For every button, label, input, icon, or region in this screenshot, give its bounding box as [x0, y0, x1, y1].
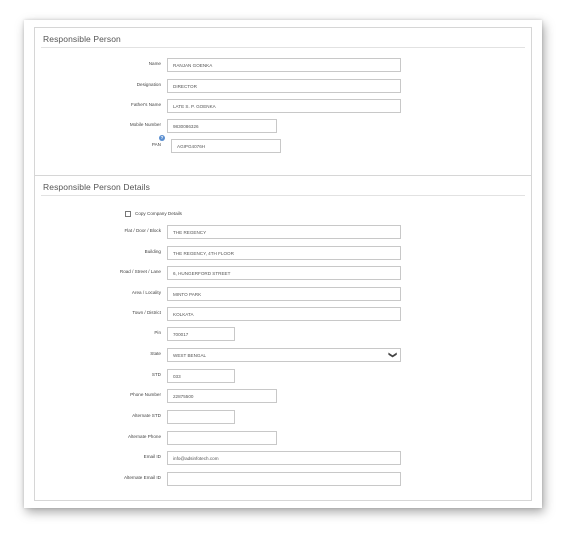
- phone-number-label: Phone Number: [130, 392, 161, 397]
- area-label: Area / Locality: [131, 290, 161, 295]
- state-select[interactable]: [167, 348, 401, 362]
- fathers-name-input[interactable]: LATE S. P. GOENKA: [167, 99, 401, 113]
- row-std: [35, 369, 531, 383]
- alternate-phone-label: Alternate Phone: [128, 434, 161, 439]
- flat-label: Flat / Door / Block: [124, 228, 161, 233]
- road-input[interactable]: 6, HUNGERFORD STREET: [167, 266, 401, 280]
- help-info-icon[interactable]: ?: [160, 135, 164, 140]
- area-input[interactable]: MINTO PARK: [167, 287, 401, 301]
- alternate-phone-input[interactable]: [167, 431, 277, 445]
- row-road: [35, 266, 531, 280]
- chevron-down-icon[interactable]: ❯: [388, 351, 398, 359]
- panel-title-responsible-person: Responsible Person: [43, 34, 121, 44]
- row-pan: [35, 135, 531, 153]
- fathers-name-label: Father's Name: [131, 102, 161, 107]
- row-flat: [35, 225, 531, 239]
- row-alternate-std: [35, 410, 531, 424]
- copy-company-details-label: Copy Company Details: [135, 211, 182, 216]
- row-phone-number: [35, 389, 531, 403]
- pin-input[interactable]: 700017: [167, 327, 235, 341]
- row-name: [35, 58, 531, 72]
- mobile-number-input[interactable]: 9830086326: [167, 119, 277, 133]
- email-input[interactable]: info@adsinfotech.com: [167, 451, 401, 465]
- row-mobile-number: [35, 119, 531, 133]
- form-sheet: [24, 20, 542, 508]
- copy-company-details-checkbox[interactable]: [125, 211, 131, 217]
- responsible-person-panel: [34, 27, 532, 179]
- row-fathers-name: [35, 99, 531, 113]
- name-label: Name: [148, 61, 161, 66]
- row-email: [35, 451, 531, 465]
- alternate-std-input[interactable]: [167, 410, 235, 424]
- designation-label: Designation: [136, 82, 161, 87]
- std-label: STD: [151, 372, 161, 377]
- row-area: [35, 287, 531, 301]
- designation-input[interactable]: DIRECTOR: [167, 79, 401, 93]
- name-input[interactable]: RANJAN GOENKA: [167, 58, 401, 72]
- road-label: Road / Street / Lane: [119, 269, 161, 274]
- alternate-email-label: Alternate Email ID: [123, 475, 161, 480]
- flat-input[interactable]: THE REGENCY: [167, 225, 401, 239]
- panel-divider: [41, 47, 525, 48]
- building-label: Building: [144, 249, 161, 254]
- row-designation: [35, 79, 531, 93]
- state-selected-value: WEST BENGAL: [173, 353, 207, 358]
- town-label: Town / District: [132, 310, 161, 315]
- pan-input[interactable]: AGIPG4076H: [171, 139, 281, 153]
- alternate-std-label: Alternate STD: [132, 413, 161, 418]
- responsible-person-details-panel: [34, 175, 532, 501]
- row-alternate-email: [35, 472, 531, 486]
- pin-label: Pin: [154, 330, 161, 335]
- row-town: [35, 307, 531, 321]
- std-input[interactable]: 033: [167, 369, 235, 383]
- state-label: State: [150, 351, 161, 356]
- alternate-email-input[interactable]: [167, 472, 401, 486]
- row-pin: [35, 327, 531, 341]
- row-building: [35, 246, 531, 260]
- mobile-number-label: Mobile Number: [129, 122, 161, 127]
- panel-divider: [41, 195, 525, 196]
- building-input[interactable]: THE REGENCY, 4TH FLOOR: [167, 246, 401, 260]
- row-alternate-phone: [35, 431, 531, 445]
- pan-label: PAN: [151, 142, 161, 147]
- panel-title-responsible-person-details: Responsible Person Details: [43, 182, 151, 192]
- town-input[interactable]: KOLKATA: [167, 307, 401, 321]
- row-state: [35, 348, 531, 362]
- email-label: Email ID: [143, 454, 161, 459]
- phone-number-input[interactable]: 22875500: [167, 389, 277, 403]
